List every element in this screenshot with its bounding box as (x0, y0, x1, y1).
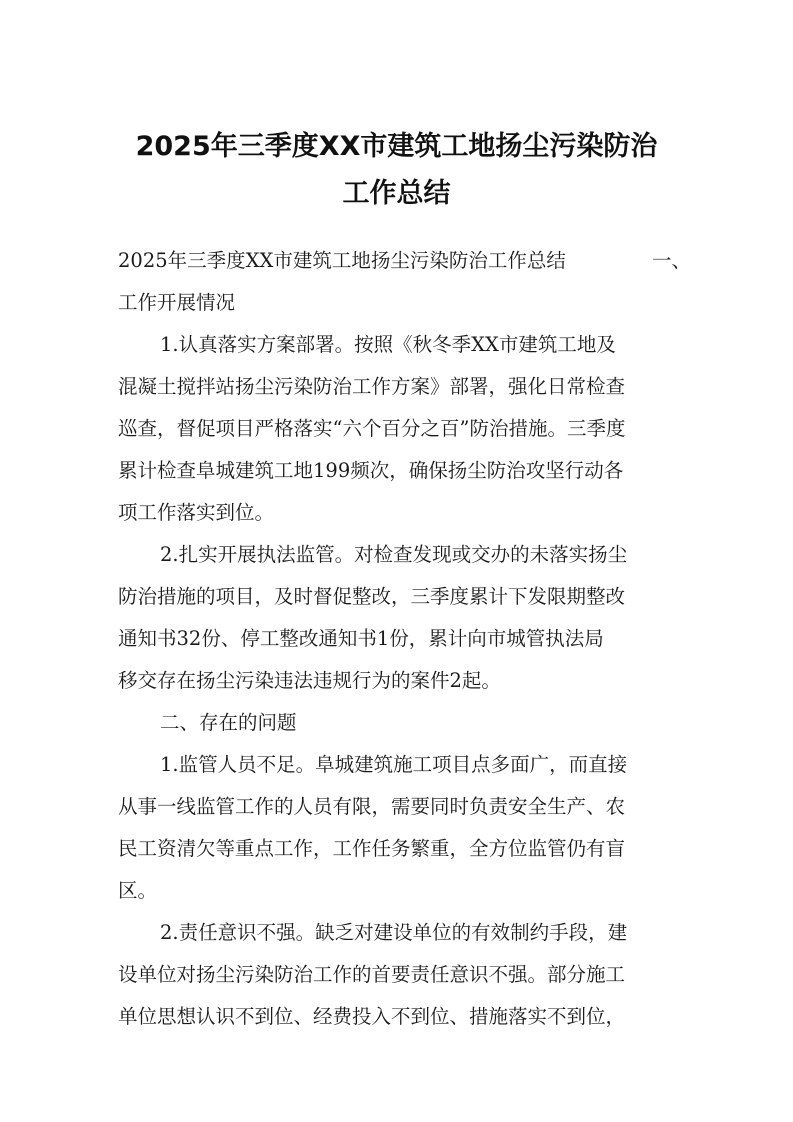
section-two-heading: 二、存在的问题 (160, 711, 297, 734)
document-title-line-2: 工作总结 (342, 178, 451, 209)
document-title-line-1: 2025年三季度XX市建筑工地扬尘污染防治 (135, 131, 658, 162)
paragraph-line: 移交存在扬尘污染违法违规行为的案件2起。 (118, 669, 501, 692)
paragraph-line: 项工作落实到位。 (118, 501, 275, 524)
paragraph-line: 混凝土搅拌站扬尘污染防治工作方案》部署，强化日常检查 (118, 375, 626, 398)
lead-line: 2025年三季度XX市建筑工地扬尘污染防治工作总结 (118, 249, 566, 272)
paragraph-line: 单位思想认识不到位、经费投入不到位、措施落实不到位， (118, 1005, 626, 1028)
paragraph-line: 设单位对扬尘污染防治工作的首要责任意识不强。部分施工 (118, 963, 626, 986)
section-one-heading: 工作开展情况 (118, 291, 236, 314)
paragraph-line: 从事一线监管工作的人员有限，需要同时负责安全生产、农 (118, 795, 626, 818)
paragraph-line: 民工资清欠等重点工作，工作任务繁重，全方位监管仍有盲 (118, 837, 626, 860)
paragraph-line: 巡查，督促项目严格落实“六个百分之百”防治措施。三季度 (118, 417, 626, 440)
paragraph-line: 1.监管人员不足。阜城建筑施工项目点多面广，而直接 (160, 753, 628, 776)
paragraph-line: 防治措施的项目，及时督促整改，三季度累计下发限期整改 (118, 585, 626, 608)
paragraph-line: 累计检查阜城建筑工地199频次，确保扬尘防治攻坚行动各 (118, 459, 624, 482)
section-one-number: 一、 (652, 249, 692, 272)
paragraph-line: 区。 (118, 879, 158, 902)
paragraph-line: 通知书32份、停工整改通知书1份，累计向市城管执法局 (118, 627, 604, 650)
paragraph-line: 2.扎实开展执法监管。对检查发现或交办的未落实扬尘 (160, 543, 628, 566)
paragraph-line: 1.认真落实方案部署。按照《秋冬季XX市建筑工地及 (160, 333, 616, 356)
paragraph-line: 2.责任意识不强。缺乏对建设单位的有效制约手段，建 (160, 921, 628, 944)
